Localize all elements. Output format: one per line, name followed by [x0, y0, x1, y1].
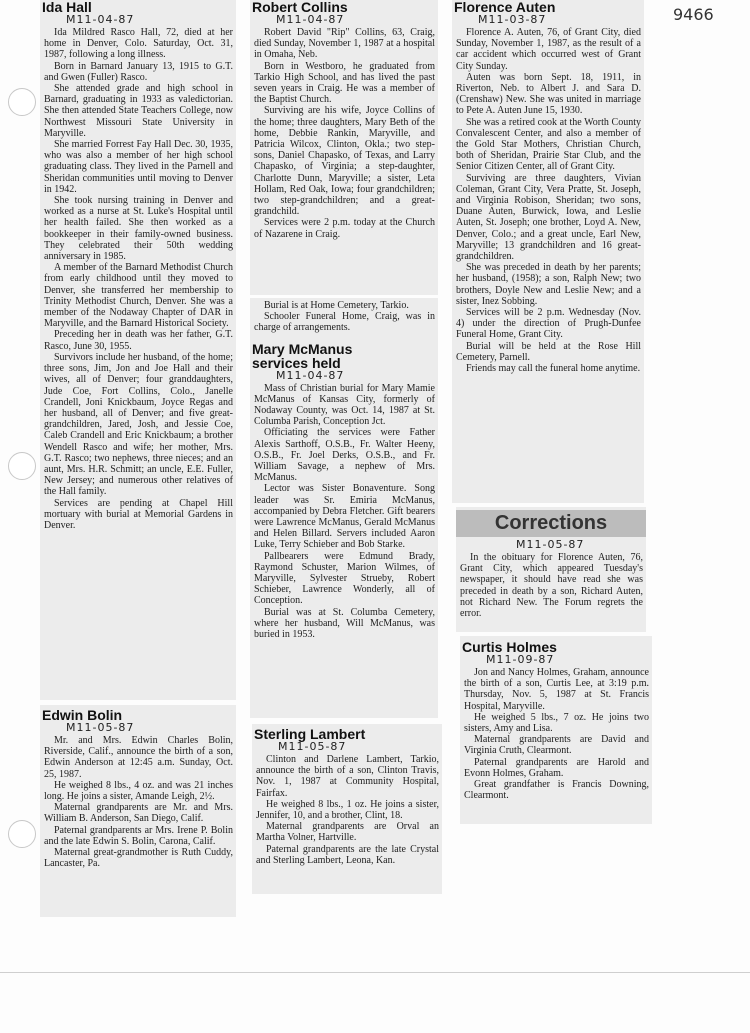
paragraph: Born in Westboro, he graduated from Tarkio High School, and has lived the past seven years in Craig. He was a member of the Baptist Church.	[254, 60, 435, 106]
paragraph: She married Forrest Fay Hall Dec. 30, 1935, who was also a member of her high school graduating class. They lived in the Parnell and Sheridan communities until moving to Denver in 1942.	[44, 139, 233, 195]
paragraph: Friends may call the funeral home anytime.	[466, 363, 641, 375]
paragraph: She was a retired cook at the Worth County Convalescent Center, and also a member of the Gold Star Mothers, Christian Church, both of Sheridan, Prairie Star Club, and the Senior Citizen Center, all of Grant City.	[456, 116, 641, 173]
paragraph: Mr. and Mrs. Edwin Charles Bolin, Riverside, Calif., announce the birth of a son, Edwin Anderson at 12:45 a.m. Sunday, Oct. 25, 1987.	[44, 735, 233, 780]
paragraph: He weighed 8 lbs., 1 oz. He joins a sister, Jennifer, 10, and a brother, Clint, 18.	[256, 798, 439, 822]
paragraph: Services were 2 p.m. today at the Church of Nazarene in Craig.	[254, 217, 435, 240]
clipping-edwin-bolin	[40, 705, 236, 917]
paragraph: Auten was born Sept. 18, 1911, in Riverton, Neb. to Albert J. and Sara D. (Crenshaw) New. She was united in marriage to Pete A. Auten June 15, 1930.	[456, 71, 641, 117]
handwritten-date: M11-09-87	[486, 653, 555, 666]
binder-hole-bottom	[8, 820, 36, 848]
paragraph: Paternal grandparents are the late Crystal and Sterling Lambert, Leona, Kan.	[256, 843, 439, 866]
clipping-robert-collins	[250, 0, 438, 295]
clipping-heading: Corrections	[456, 510, 646, 537]
clipping-heading: Edwin Bolin	[42, 707, 123, 723]
paragraph: Schooler Funeral Home, Craig, was in charge of arrangements.	[254, 311, 435, 334]
clipping-heading: Florence Auten	[454, 0, 556, 15]
handwritten-date: M11-04-87	[276, 13, 345, 26]
paragraph: Pallbearers were Edmund Brady, Raymond Schuster, Marion Wilmes, of Maryville, Sylvester Strueby, Robert Schieber, Lawrence Wonderly, all of Conception.	[254, 550, 435, 607]
clipping-heading: Mary McManus services held	[252, 340, 353, 371]
handwritten-date: M11-05-87	[278, 740, 347, 753]
paragraph: Florence A. Auten, 76, of Grant City, died Sunday, November 1, 1987, as the result of a car accident which occurred west of Grant City Sunday.	[456, 27, 641, 72]
paragraph: Maternal great-grandmother is Ruth Cuddy, Lancaster, Pa.	[44, 847, 233, 870]
clipping-sterling-lambert	[252, 724, 442, 894]
clipping-body	[40, 735, 236, 869]
paragraph: Surviving are three daughters, Vivian Coleman, Grant City, Vera Pratte, St. Joseph, and Virginia Robison, Sheridan; two sons, Duane Auten, Burwick, Iowa, and Leslie Auten, St. Joseph; one brother, Loyd A. New, Denver, Colo.; and a great uncle, Earl New, Maryville; 13 grandchildren and 16 great-grandchildren.	[456, 172, 641, 263]
paragraph: She was preceded in death by her parents; her husband, (1958); a son, Ralph New; two brothers, Doyle New and Leslie New; and a sister, Inez Sobbing.	[456, 262, 641, 307]
clipping-ida-hall	[40, 0, 236, 700]
paragraph: Officiating the services were Father Alexis Sarthoff, O.S.B., Fr. Walter Heeny, O.S.B., Fr. Joel Derks, O.S.B., and Fr. William Savage, a nephew of Mrs. McManus.	[254, 427, 435, 484]
clipping-body	[252, 754, 442, 866]
paragraph: Services will be 2 p.m. Wednesday (Nov. 4) under the direction of Prugh-Dunfee Funeral Home, Grant City.	[456, 307, 641, 341]
handwritten-date: M11-04-87	[276, 368, 345, 382]
paragraph: Maternal grandparents are Mr. and Mrs. William B. Anderson, San Diego, Calif.	[44, 802, 233, 825]
paragraph: She took nursing training in Denver and worked as a nurse at St. Luke's Hospital until her health failed. She then worked as a bookkeeper in their family-owned business. They celebrated their 50th wedding anniversary in 1985.	[44, 195, 233, 263]
paragraph: Maternal grandparents are Orval an Martha Volner, Hartville.	[256, 821, 439, 844]
paragraph: Survivors include her husband, of the home; three sons, Jim, Jon and Joe Hall and their wives, all of Denver; four granddaughters, Jude Coe, Fort Collins, Colo., Janelle Crandell, Joni Knickbaum, Joyce Regas and her husband, all of Denver; and five great-grandchildren, Jared, Josh, and Jessie Coe, Caleb Crandell and Eric Knickbaum; a brother Wendell Rasco and wife; her mother, Mrs. G.T. Rasco; two nephews, three nieces; and an aunt, Mrs. H.R. Schmitt; an uncle, E.E. Fuller, New Jersey; and numerous other relatives of the Hall family.	[44, 351, 233, 498]
paragraph: Robert David "Rip" Collins, 63, Craig, died Sunday, November 1, 1987 at a hospital in Omaha, Neb.	[254, 27, 435, 61]
paragraph: Lector was Sister Bonaventure. Song leader was Sr. Emiria McManus, accompanied by Debra Fletcher. Gift bearers were Lawrence McManus, Gerald McManus and Helen Billard. Servers included Aaron Luke, Terry Schieber and Bob Starke.	[254, 483, 435, 551]
paragraph: Burial will be held at the Rose Hill Cemetery, Parnell.	[456, 340, 641, 363]
handwritten-date: M11-03-87	[478, 13, 547, 26]
paragraph: Jon and Nancy Holmes, Graham, announce the birth of a son, Curtis Lee, at 3:19 p.m. Thursday, Nov. 5, 1987 at St. Francis Hospital, Maryville.	[464, 667, 649, 712]
paragraph: Surviving are his wife, Joyce Collins of the home; three daughters, Mary Beth of the home, Debbie Rankin, Maryville, and Patricia Wilcox, Clinton, Okla.; two step-sons, Daniel Chapasko, of Texas, and Larry Chapasko, of Virginia; a step-daughter, Charlotte Dunn, Maryville; a sister, Leta Hollam, Red Oak, Iowa; four grandchildren; two step-grandchildren; and a great-grandchild.	[254, 105, 435, 218]
paragraph: Born in Barnard January 13, 1915 to G.T. and Gwen (Fuller) Rasco.	[44, 60, 233, 83]
paragraph: Mass of Christian burial for Mary Mamie McManus of Kansas City, formerly of Nodaway County, was Oct. 14, 1987 at St. Columba Parish, Conception Jct.	[254, 382, 435, 428]
handwritten-date: M11-05-87	[66, 721, 135, 734]
page-bottom-edge	[0, 972, 750, 973]
paragraph: Great grandfather is Francis Downing, Clearmont.	[464, 779, 649, 802]
clipping-body	[40, 27, 236, 531]
paragraph: Preceding her in death was her father, G.T. Rasco, June 30, 1955.	[44, 329, 233, 352]
clipping-continued	[250, 300, 438, 334]
clipping-body	[452, 27, 644, 374]
paragraph: He weighed 8 lbs., 4 oz. and was 21 inches long. He joins a sister, Amande Leigh, 2½.	[44, 779, 233, 803]
clipping-curtis-holmes	[460, 636, 652, 824]
clipping-body	[456, 552, 646, 619]
paragraph: Paternal grandparents ar Mrs. Irene P. Bolin and the late Edwin S. Bolin, Carona, Calif.	[44, 824, 233, 847]
paragraph: Paternal grandparents are Harold and Evonn Holmes, Graham.	[464, 756, 649, 779]
handwritten-date: M11-05-87	[516, 538, 585, 551]
clipping-corrections	[456, 507, 646, 632]
paragraph: She attended grade and high school in Barnard, graduating in 1933 as valedictorian. She then attended State Teachers College, now Northwest Missouri State University in Maryville.	[44, 83, 233, 139]
clipping-body	[460, 667, 652, 801]
clipping-florence-auten	[452, 0, 644, 503]
paragraph: Ida Mildred Rasco Hall, 72, died at her home in Denver, Colo. Saturday, Oct. 31, 1987, following a long illness.	[44, 27, 233, 61]
clipping-body	[250, 27, 438, 240]
clipping-heading: Robert Collins	[252, 0, 348, 15]
paragraph: Services are pending at Chapel Hill mortuary with burial at Memorial Gardens in Denver.	[44, 497, 233, 531]
binder-hole-middle	[8, 452, 36, 480]
clipping-body	[250, 383, 438, 641]
paragraph: In the obituary for Florence Auten, 76, Grant City, which appeared Tuesday's newspaper, it should have read she was preceded in death by a son, Richard Auten, not Richard New. The Forum regrets the error.	[460, 552, 643, 620]
paragraph: Burial was at St. Columba Cemetery, where her husband, Will McManus, was buried in 1953.	[254, 606, 435, 641]
paragraph: Maternal grandparents are David and Virginia Cruth, Clearmont.	[464, 734, 649, 757]
binder-hole-top	[8, 88, 36, 116]
clipping-mary-mcmanus	[250, 298, 438, 718]
paragraph: Burial is at Home Cemetery, Tarkio.	[264, 300, 409, 311]
clipping-heading: Curtis Holmes	[462, 639, 557, 655]
paragraph: Clinton and Darlene Lambert, Tarkio, announce the birth of a son, Clinton Travis, Nov. 1, 1987 at Community Hospital, Fairfax.	[256, 754, 439, 799]
clipping-heading: Sterling Lambert	[254, 726, 366, 742]
page-number: 9466	[673, 5, 714, 24]
paragraph: He weighed 5 lbs., 7 oz. He joins two sisters, Amy and Lisa.	[464, 711, 649, 735]
paragraph: A member of the Barnard Methodist Church from early childhood until they moved to Denver, she transferred her membership to Trinity Methodist Church, Denver. She was a member of the Nodaway Chapter of DAR in Maryville, and the Barnard Historical Society.	[44, 262, 233, 330]
handwritten-date: M11-04-87	[66, 13, 135, 26]
clipping-heading: Ida Hall	[42, 0, 92, 15]
